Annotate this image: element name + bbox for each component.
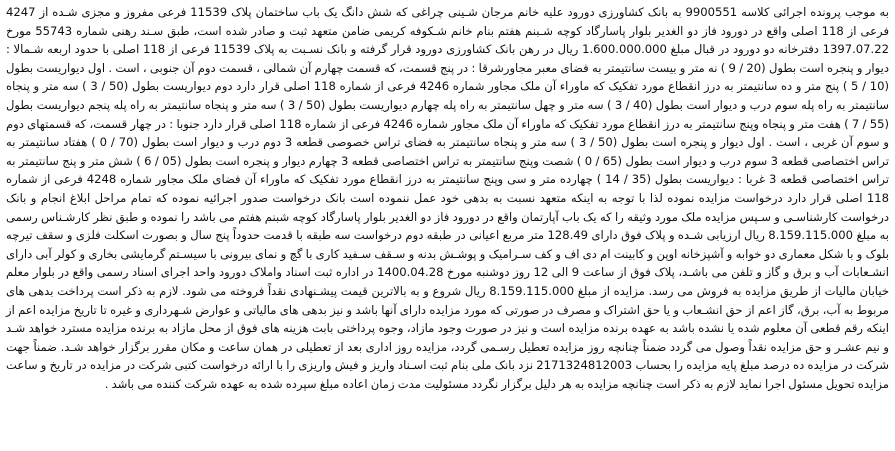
auction-notice-text: به موجب پرونده اجرائی کلاسه 9900551 به بانک کشاورزی دورود علیه خانم مرجان شـینی چراغی که شش دانگ یک باب ساختمان پلاک 11539 فرعی مفروز و مجزی شـده از 4247 فرعی از 118 اصلی واقع در دورود فاز دو الغدیر بلوار پاسارگاد کوچه شـبنم هفتم بنام خانم شـکوفه کریمی ضامن متعهد ثبت و صادر شده است، طبق سـند رهنی شماره 55743 مورخ 1397.07.22 دفترخانه دو دورود در قبال مبلغ 1.600.000.000 ریال در رهن بانک کشاورزی دورود قرار گرفته و بانک نسـبت به پلاک 11539 فرعی از 118 اصلی با حدود اربعه شـمالا : دیوار و پنجره است بطول (20 / 9 ) نه متر و بیست سانتیمتر به فضای معبر مجاورشرقا : در پنج قسمت، که قسمت چهارم آن شمالی ، قسمت دوم آن جنوبی ، است . اول دیواریست بطول (10 / 5 ) پنج متر و ده سانتیمتر به درز انقطاع مورد تفکیک که ماوراء آن ملک مجاور شماره 4246 فرعی از شماره 118 اصلی قرار دارد دوم دیواریست بطول (50 / 3 ) سه متر و پنجاه سانتیمتر به راه پله سوم درب و دیوار است بطول (40 / 3 ) سه متر و چهل سانتیمتر به راه پله چهارم دیواریست بطول (50 / 3 ) سه متر و پنجاه سانتیمتر به راه پله پنجم دیواریست بطول (55 / 7 ) هفت متر و پنجاه وپنج سانتیمتر به درز انقطاع مورد تفکیک که ماوراء آن ملک مجاور شماره 4246 فرعی از شماره 118 اصلی قرار دارد جنوبا : در چهار قسمت، که قسمتهای دوم و سوم آن غربی ، است . اول دیوار و پنجره است بطول (50 / 3 ) سه متر و پنجاه سانتیمتر به فضای تراس خصوصی قطعه 3 دوم درب و دیوار است بطول (70 / 0 ) هفتاد سانتیمتر به تراس اختصاصی قطعه 3 سوم درب و دیوار است بطول (65 / 0 ) شصت وپنج سانتیمتر به تراس اختصاصی قطعه 3 چهارم دیوار و پنجره است بطول (05 / 6 ) شش متر و پنج سانتیمتر به تراس اختصاصی قطعه 3 غربا : دیواریست بطول (35 / 14 ) چهارده متر و سی وپنج سانتیمتر به درز انقطاع مورد تفکیک که ماوراء آن فضای ملک مجاور شماره 4248 فرعی از شماره 118 اصلی قرار دارد درخواست مزایده نموده لذا با توجه به اینکه متعهد نسبت به بدهی خود عمل ننموده است بانک درخواست صدور اجرائیه نموده که تمام مراحل ابلاغ انجام و بانک درخواست کارشناسـی و سـپس مزایده ملک مورد وثیقه را که یک باب آپارتمان واقع در دورود فاز دو الغدیر بلوار پاسارگاد کوچه شبنم هفتم می باشد را نموده و طبق نظر کارشـناس رسمی به مبلغ 8.159.115.000 ریال ارزیابی شـده و پلاک فوق دارای 128.49 متر مربع اعیانی در طبقه دوم درخواست سه طبقه با قدمت حدوداً پنج سال و بصورت اسکلت فلزی و سقف تیرچه بلوک و با شکل معماری دو خوابه و آشپزخانه اوپن و کابینت ام دی اف و کف سـرامیک و پوشـش بدنه و سـقف سـفید کاری با گچ و نمای بیرونی با سیسـتم گرمایشی بخاری و کولر آبی دارای انشـعابات آب و برق و گاز و تلفن می باشـد، پلاک فوق از ساعت 9 الی 12 روز دوشنبه مورخ 1400.04.28 در اداره ثبت اسناد واملاک دورود واحد اجرای اسناد رسمی واقع در بلوار معلم خیابان مالیات از طریق مزایده به فروش می رسد. مزایده از مبلغ 8.159.115.000 ریال شروع و به بالاترین قیمت پیشـنهادی نقداً فروخته می شود. لازم به ذکر است پرداخت بدهی های مربوط به آب، برق، گاز اعم از حق انشـعاب و یا حق اشتراک و مصرف در صورتی که مورد مزایده دارای آنها باشد و نیز بدهی های مالیاتی و عوارض شـهرداری و غیره تا تاریخ مزایده اعم از اینکه رقم قطعی آن معلوم شده یا نشده باشد به عهده برنده مزایده است و نیز در صورت وجود مازاد، وجوه پرداختی بابت هزینه های فوق از محل مازاد به برنده مزایده مسترد خواهد شـد و نیم عشـر و حق مزایده نقداً وصول می گردد ضمناً چنانچه روز مزایده تعطیل رسـمی گردد، مزایده روز اداری بعد از تعطیلی در همان ساعت و مکان مقرر برگزار خواهد شـد. ضمناً جهت شرکت در مزایده ده درصد مبلغ پایه مزایده را بحساب 2171324812003 نزد بانک ملی بنام ثبت اسـناد واریز و فیش واریزی را با ارائه درخواست کتبی شرکت در مزایده در تاریخ و ساعت مزایده تحویل مسئول اجرا نماید لازم به ذکر است چنانچه مزایده به هر دلیل برگزار نگردد مسئولیت مدت زمان اعاده مبلغ سپرده شده به عهده شرکت کننده می باشد . — [6, 5, 890, 391]
